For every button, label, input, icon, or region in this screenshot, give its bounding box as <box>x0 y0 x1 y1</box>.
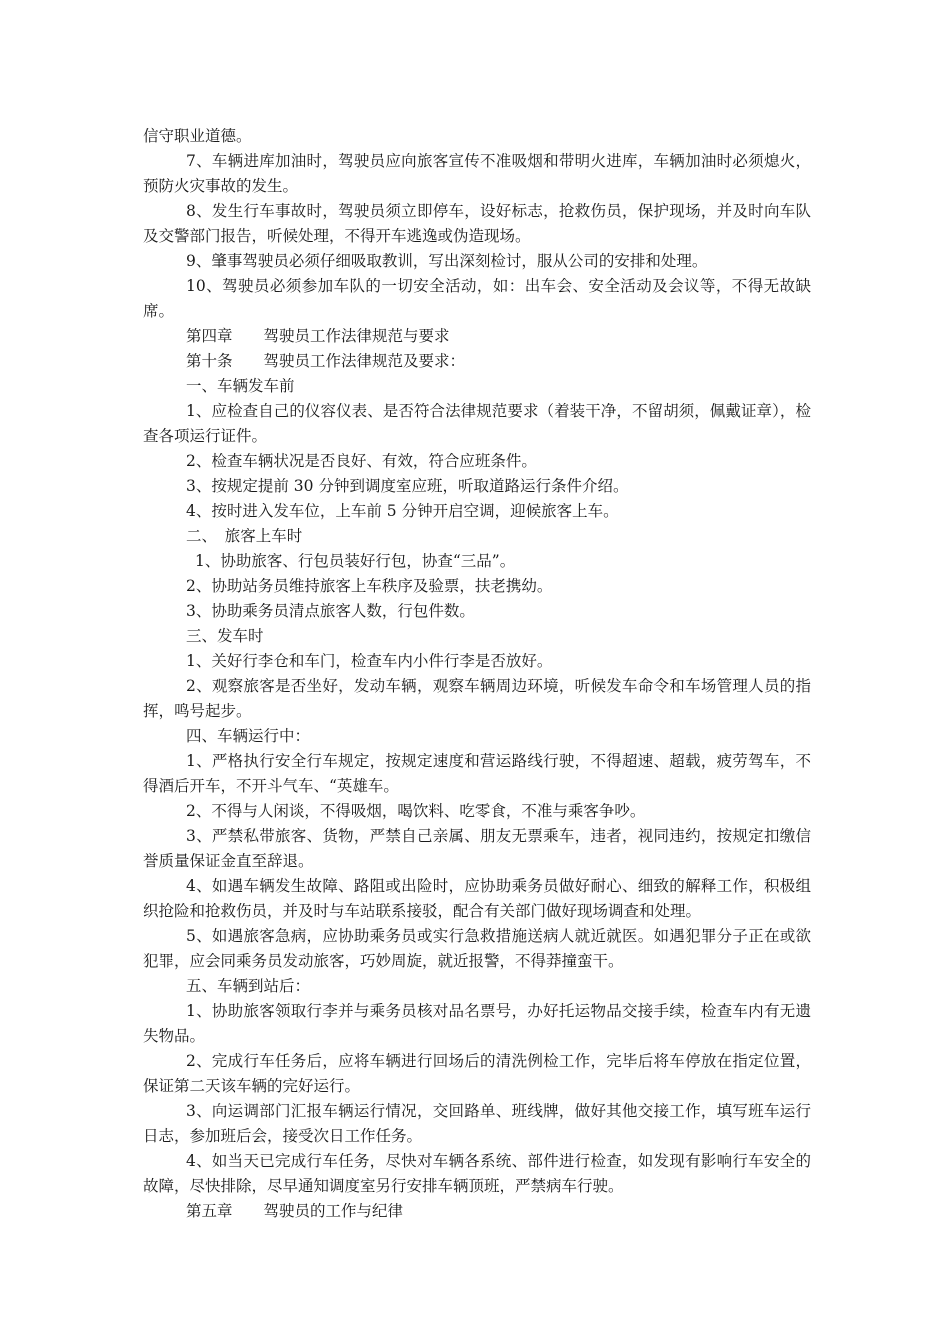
paragraph: 2、完成行车任务后，应将车辆进行回场后的清洗例检工作，完毕后将车停放在指定位置，保证第二天该车辆的完好运行。 <box>143 1052 811 1095</box>
section-heading: 二、 旅客上车时 <box>186 527 303 545</box>
paragraph: 2、不得与人闲谈，不得吸烟，喝饮料、吃零食，不准与乘客争吵。 <box>186 802 646 820</box>
paragraph: 2、观察旅客是否坐好，发动车辆，观察车辆周边环境，听候发车命令和车场管理人员的指挥，鸣号起步。 <box>143 677 811 720</box>
paragraph: 5、如遇旅客急病，应协助乘务员或实行急救措施送病人就近就医。如遇犯罪分子正在或欲犯罪，应会同乘务员发动旅客，巧妙周旋，就近报警，不得莽撞蛮干。 <box>143 927 811 970</box>
paragraph: 3、协助乘务员清点旅客人数，行包件数。 <box>186 602 475 620</box>
paragraph: 3、按规定提前 30 分钟到调度室应班，听取道路运行条件介绍。 <box>186 477 629 495</box>
paragraph: 7、车辆进库加油时，驾驶员应向旅客宣传不准吸烟和带明火进库，车辆加油时必须熄火，预防火灾事故的发生。 <box>143 152 811 195</box>
paragraph: 4、如遇车辆发生故障、路阻或出险时，应协助乘务员做好耐心、细致的解释工作，积极组织抢险和抢救伤员，并及时与车站联系接驳，配合有关部门做好现场调查和处理。 <box>143 877 811 920</box>
paragraph: 4、如当天已完成行车任务，尽快对车辆各系统、部件进行检查，如发现有影响行车安全的故障，尽快排除，尽早通知调度室另行安排车辆顶班，严禁病车行驶。 <box>143 1152 811 1195</box>
chapter-heading: 第四章 驾驶员工作法律规范与要求 <box>186 327 450 345</box>
paragraph: 1、协助旅客领取行李并与乘务员核对品名票号，办好托运物品交接手续，检查车内有无遗失物品。 <box>143 1002 811 1045</box>
paragraph: 3、严禁私带旅客、货物，严禁自己亲属、朋友无票乘车，违者，视同违约，按规定扣缴信誉质量保证金直至辞退。 <box>143 827 811 870</box>
paragraph: 9、肇事驾驶员必须仔细吸取教训，写出深刻检讨，服从公司的安排和处理。 <box>186 252 708 270</box>
paragraph: 1、协助旅客、行包员装好行包，协查“三品”。 <box>195 552 516 570</box>
article-heading: 第十条 驾驶员工作法律规范及要求： <box>186 352 466 370</box>
paragraph: 信守职业道德。 <box>143 127 252 145</box>
paragraph: 1、关好行李仓和车门，检查车内小件行李是否放好。 <box>186 652 553 670</box>
paragraph: 8、发生行车事故时，驾驶员须立即停车，设好标志，抢救伤员，保护现场，并及时向车队及交警部门报告，听候处理，不得开车逃逸或伪造现场。 <box>143 202 811 245</box>
document-page <box>143 124 811 1224</box>
paragraph: 1、严格执行安全行车规定，按规定速度和营运路线行驶，不得超速、超载，疲劳驾车，不得酒后开车，不开斗气车、“英雄车。 <box>143 752 811 795</box>
paragraph: 10、驾驶员必须参加车队的一切安全活动，如：出车会、安全活动及会议等，不得无故缺席。 <box>143 277 811 320</box>
paragraph: 2、协助站务员维持旅客上车秩序及验票，扶老携幼。 <box>186 577 553 595</box>
section-heading: 一、车辆发车前 <box>186 377 295 395</box>
chapter-heading: 第五章 驾驶员的工作与纪律 <box>186 1202 404 1220</box>
section-heading: 三、发车时 <box>186 627 264 645</box>
section-heading: 四、车辆运行中： <box>186 727 311 745</box>
paragraph: 1、应检查自己的仪容仪表、是否符合法律规范要求（着装干净，不留胡须，佩戴证章），检查各项运行证件。 <box>143 402 811 445</box>
paragraph: 4、按时进入发车位，上车前 5 分钟开启空调，迎候旅客上车。 <box>186 502 619 520</box>
paragraph: 3、向运调部门汇报车辆运行情况，交回路单、班线牌，做好其他交接工作，填写班车运行日志，参加班后会，接受次日工作任务。 <box>143 1102 811 1145</box>
section-heading: 五、车辆到站后： <box>186 977 311 995</box>
paragraph: 2、检查车辆状况是否良好、有效，符合应班条件。 <box>186 452 537 470</box>
